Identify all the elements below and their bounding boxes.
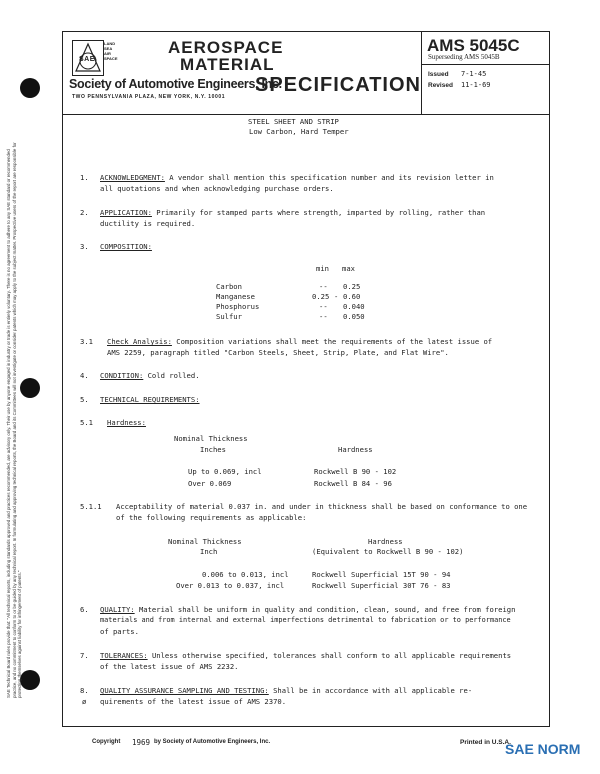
revised-label: Revised	[428, 82, 453, 89]
section-7-text: Unless otherwise specified, tolerances shall conform to all applicable requirements	[151, 651, 512, 660]
society-name: Society of Automotive Engineers, Inc.	[69, 77, 282, 91]
section-1-line	[100, 172, 494, 183]
composition-element: Sulfur	[216, 312, 242, 321]
section-4-text: Cold rolled.	[147, 371, 200, 380]
section-5-1-number: 5.1	[80, 418, 93, 427]
footer-year: 1969	[132, 738, 151, 747]
superseding: Superseding AMS 5045B	[428, 53, 500, 61]
section-3-1-text: Composition variations shall meet the requirements of the latest issue of	[176, 337, 493, 346]
composition-max: 0.60	[343, 292, 361, 301]
hardness-head-thickness: Nominal Thickness	[174, 434, 248, 443]
doc-number-divider	[421, 64, 550, 65]
section-8-line	[100, 685, 472, 696]
sae-logo	[72, 40, 104, 76]
subject-line2: Low Carbon, Hard Temper	[249, 127, 349, 136]
section-2-title: APPLICATION:	[100, 208, 152, 217]
thin-head-thickness: Nominal Thickness	[168, 537, 242, 546]
section-8-text2: quirements of the latest issue of AMS 2370.	[100, 697, 287, 706]
section-6-text3: of parts.	[100, 627, 139, 636]
hardness-thickness: Over 0.069	[188, 479, 232, 488]
thin-head-equivalent: (Equivalent to Rockwell B 90 - 102)	[312, 547, 464, 556]
section-8-title: QUALITY ASSURANCE SAMPLING AND TESTING:	[100, 686, 269, 695]
section-4-line	[100, 370, 200, 381]
hardness-thickness: Up to 0.069, incl	[188, 467, 262, 476]
issued-date: 7-1-45	[461, 70, 487, 78]
section-2-line	[100, 207, 485, 218]
section-3-number: 3.	[80, 242, 89, 251]
composition-min: 0.25	[312, 292, 330, 301]
composition-max: 0.25	[343, 282, 361, 291]
hardness-head-units: Inches	[200, 445, 226, 454]
section-1-title: ACKNOWLEDGMENT:	[100, 173, 165, 182]
section-3-title: COMPOSITION:	[100, 242, 152, 251]
thin-hardness: Rockwell Superficial 30T 76 - 83	[312, 581, 451, 590]
logo-word: SPACE	[104, 56, 118, 61]
section-7-number: 7.	[80, 651, 89, 660]
section-6-title: QUALITY:	[100, 605, 135, 614]
section-3-1-line	[107, 336, 492, 347]
section-6-text: Material shall be uniform in quality and condition, clean, sound, and free from foreign	[138, 605, 516, 614]
composition-min: --	[319, 302, 328, 311]
section-1-number: 1.	[80, 173, 89, 182]
title-aerospace: AEROSPACE	[168, 38, 284, 57]
section-3-1-text2: AMS 2259, paragraph titled "Carbon Steels, Sheet, Strip, Plate, and Flat Wire".	[107, 348, 449, 357]
binder-hole	[20, 78, 40, 98]
section-5-1-1-number: 5.1.1	[80, 502, 102, 511]
composition-element: Manganese	[216, 292, 255, 301]
section-8-mark: ø	[82, 697, 87, 706]
thin-head-units: Inch	[200, 547, 218, 556]
composition-dash: -	[334, 292, 339, 301]
logo-word: LAND	[104, 41, 116, 46]
thin-thickness: 0.006 to 0.013, incl	[202, 570, 289, 579]
watermark-logo: SAE NORM	[505, 741, 581, 757]
section-8-number: 8.	[80, 686, 89, 695]
subject-line1: STEEL SHEET AND STRIP	[248, 117, 339, 126]
hardness-head-hardness: Hardness	[338, 445, 373, 454]
header-vertical-divider	[421, 31, 422, 114]
composition-element: Phosphorus	[216, 302, 260, 311]
thin-head-hardness: Hardness	[368, 537, 403, 546]
composition-min: --	[319, 312, 328, 321]
composition-head-max: max	[342, 264, 355, 273]
title-specification: SPECIFICATION	[255, 74, 421, 96]
composition-max: 0.050	[343, 312, 365, 321]
section-3-1-title: Check Analysis:	[107, 337, 172, 346]
section-5-1-1-text2: of the following requirements as applicable:	[116, 513, 307, 522]
section-4-number: 4.	[80, 371, 89, 380]
binder-hole	[20, 670, 40, 690]
section-6-line	[100, 604, 515, 615]
issued-label: Issued	[428, 71, 449, 78]
logo-letters: SAE	[79, 56, 95, 63]
section-3-1-number: 3.1	[80, 337, 93, 346]
section-1-text: A vendor shall mention this specification number and its revision letter in	[169, 173, 494, 182]
section-2-text: Primarily for stamped parts where strength, imparted by rolling, rather than	[156, 208, 486, 217]
doc-number: AMS 5045C	[427, 36, 520, 55]
section-1-text2: all quotations and when acknowledging purchase orders.	[100, 184, 334, 193]
section-6-number: 6.	[80, 605, 89, 614]
binder-hole	[20, 378, 40, 398]
section-8-text: Shall be in accordance with all applicable re-	[273, 686, 473, 695]
section-7-title: TOLERANCES:	[100, 651, 148, 660]
logo-words	[104, 41, 117, 61]
logo-word: AIR	[104, 51, 111, 56]
header-divider	[62, 114, 550, 115]
section-2-number: 2.	[80, 208, 89, 217]
composition-element: Carbon	[216, 282, 242, 291]
section-7-line	[100, 650, 511, 661]
section-5-title: TECHNICAL REQUIREMENTS:	[100, 395, 200, 404]
composition-max: 0.040	[343, 302, 365, 311]
footer-publisher: by Society of Automotive Engineers, Inc.	[154, 739, 271, 745]
footer-copyright: Copyright	[92, 739, 121, 745]
section-2-text2: ductility is required.	[100, 219, 196, 228]
footer-printed: Printed in U.S.A.	[460, 739, 511, 746]
logo-word: SEA	[104, 46, 113, 51]
revised-date: 11-1-69	[461, 81, 491, 89]
section-5-1-title: Hardness:	[107, 418, 146, 427]
section-5-1-1-text1: Acceptability of material 0.037 in. and under in thickness shall be based on conformance to one	[116, 502, 528, 511]
composition-min: --	[319, 282, 328, 291]
hardness-value: Rockwell B 90 - 102	[314, 467, 397, 476]
thin-thickness: Over 0.013 to 0.037, incl	[176, 581, 285, 590]
thin-hardness: Rockwell Superficial 15T 90 - 94	[312, 570, 451, 579]
section-6-text2: materials and from internal and external imperfections detrimental to fabrication or to performance	[100, 616, 511, 624]
composition-head-min: min	[316, 264, 329, 273]
society-address: TWO PENNSYLVANIA PLAZA, NEW YORK, N.Y. 10001	[72, 94, 226, 100]
section-7-text2: of the latest issue of AMS 2232.	[100, 662, 239, 671]
section-4-title: CONDITION:	[100, 371, 144, 380]
section-5-number: 5.	[80, 395, 89, 404]
hardness-value: Rockwell B 84 - 96	[314, 479, 392, 488]
side-notice: SAE Technical Board rules provide that: "All technical reports, including standards approved and practices recommended, are advisory only. Their use by anyone engaged in industry or trade is entirely voluntary. There is no agreement to adhere to any SAE standard or recommended practice, and no commitment to conform to or be guided by any technical report. In formulating and approving technical reports, the Board and its Committees will not investigate or consider patents which may apply to the subject matter. Prospective users of the report are responsible for protecting themselves against liability for infringement of patents."	[6, 142, 23, 698]
title-material: MATERIAL	[180, 55, 275, 74]
